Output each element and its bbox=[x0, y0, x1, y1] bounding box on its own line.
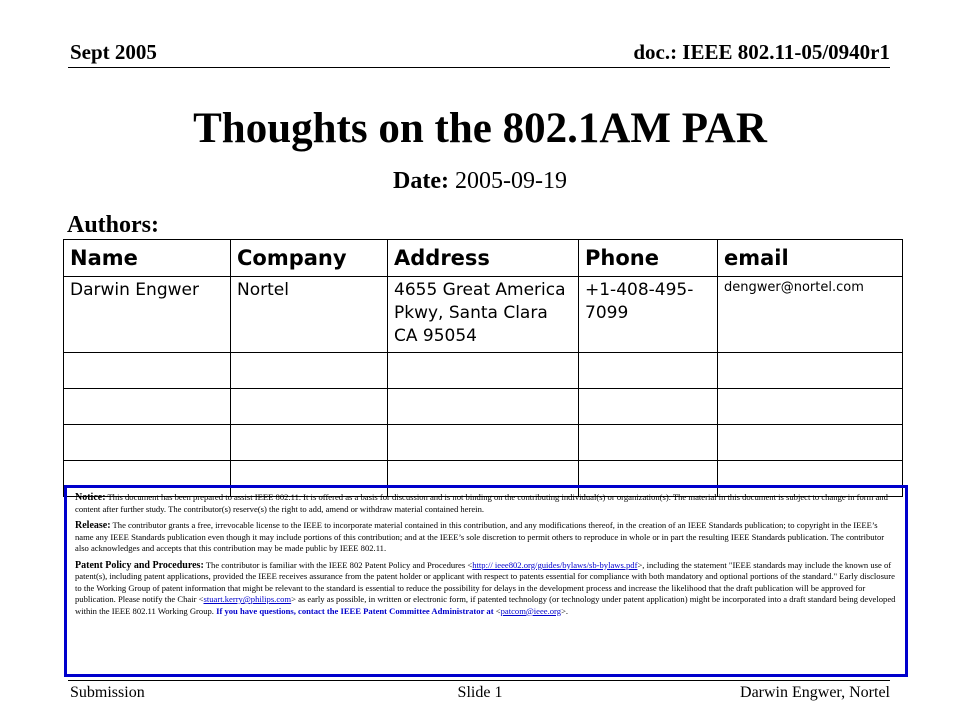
contact-text: If you have questions, contact the IEEE Patent Committee Administrator at bbox=[216, 605, 494, 616]
col-header-email: email bbox=[718, 240, 903, 277]
empty-cell bbox=[388, 353, 579, 389]
footer-slide-number: Slide 1 bbox=[457, 684, 503, 701]
authors-label: Authors: bbox=[67, 212, 160, 238]
table-row bbox=[64, 425, 903, 461]
empty-cell bbox=[579, 425, 718, 461]
cell-name: Darwin Engwer bbox=[64, 277, 231, 353]
authors-table bbox=[63, 239, 903, 497]
header-doc-id: doc.: IEEE 802.11-05/0940r1 bbox=[633, 40, 890, 64]
patent-text-2: >, including the statement "IEEE standards may include the known use of patent(s), including patent applications, provided the IEEE receives assurance from the patent holder or applicant with respect to patents essential for compliance with both mandatory and optional portions of the standard." Early disclosure to the Working Group of patent information that might be relevant to the standard is essential to reduce the possibility for delays in the development process and increase the likelihood that the draft publication will be approved for publication. Please notify the Chair < bbox=[75, 559, 895, 604]
empty-cell bbox=[579, 389, 718, 425]
address-line-3: CA 95054 bbox=[394, 326, 477, 346]
release-paragraph bbox=[75, 520, 897, 555]
col-header-phone: Phone bbox=[579, 240, 718, 277]
cell-company: Nortel bbox=[231, 277, 388, 353]
empty-cell bbox=[231, 389, 388, 425]
empty-cell bbox=[718, 389, 903, 425]
address-line-2: Pkwy, Santa Clara bbox=[394, 303, 548, 323]
address-line-1: 4655 Great America bbox=[394, 280, 566, 300]
col-header-company: Company bbox=[231, 240, 388, 277]
date-label: Date: bbox=[393, 168, 449, 194]
cell-address bbox=[388, 277, 579, 353]
empty-cell bbox=[579, 353, 718, 389]
footer-author: Darwin Engwer, Nortel bbox=[740, 684, 890, 701]
phone-line-1: +1-408-495- bbox=[585, 280, 694, 300]
table-row bbox=[64, 353, 903, 389]
contact-open: < bbox=[495, 605, 501, 616]
phone-line-2: 7099 bbox=[585, 303, 629, 323]
patent-text-3: > as early as possible, in written or electronic form, if patented technology (or technology under patent application) might be incorporated into a draft standard being developed within the IEEE 802.11 Working Group. bbox=[75, 594, 896, 616]
empty-cell bbox=[718, 353, 903, 389]
patent-text-1: The contributor is familiar with the IEEE 802 Patent Policy and Procedures < bbox=[205, 559, 473, 570]
release-text: The contributor grants a free, irrevocable license to the IEEE to incorporate material contained in this contribution, and any modifications thereof, in the creation of an IEEE Standards publication; to copyright in the IEEE’s name any IEEE Standards publication even though it may include portions of this contribution; and at the IEEE’s sole discretion to permit others to reproduce in whole or in part the resulting IEEE Standards publication. The contributor also acknowledges and accepts that this contribution may be made public by IEEE 802.11. bbox=[75, 520, 885, 553]
footer-rule bbox=[68, 680, 890, 681]
patent-paragraph bbox=[75, 560, 897, 618]
footer-submission: Submission bbox=[70, 684, 145, 701]
patent-policy-link[interactable]: http:// ieee802.org/guides/bylaws/sb-bylaws.pdf bbox=[472, 559, 638, 570]
date-line bbox=[0, 168, 960, 195]
patcom-email-link[interactable]: patcom@ieee.org bbox=[500, 605, 562, 616]
notice-label: Notice: bbox=[75, 492, 106, 503]
col-header-name: Name bbox=[64, 240, 231, 277]
empty-cell bbox=[231, 425, 388, 461]
ieee-notice-box bbox=[64, 485, 908, 677]
notice-paragraph bbox=[75, 492, 897, 515]
notice-text: This document has been prepared to assist IEEE 802.11. It is offered as a basis for discussion and is not binding on the contributing individual(s) or organization(s). The material in this document is subject to change in form and content after further study. The contributor(s) reserve(s) the right to add, amend or withdraw material contained herein. bbox=[75, 492, 888, 514]
patent-label: Patent Policy and Procedures: bbox=[75, 559, 204, 571]
header-date: Sept 2005 bbox=[70, 40, 157, 64]
table-header-row bbox=[64, 240, 903, 277]
table-row bbox=[64, 389, 903, 425]
slide-title: Thoughts on the 802.1AM PAR bbox=[193, 105, 767, 152]
cell-email: dengwer@nortel.com bbox=[718, 277, 903, 353]
empty-cell bbox=[231, 353, 388, 389]
empty-cell bbox=[388, 425, 579, 461]
empty-cell bbox=[388, 389, 579, 425]
header-rule bbox=[68, 67, 890, 68]
date-value: 2005-09-19 bbox=[454, 168, 567, 194]
empty-cell bbox=[64, 389, 231, 425]
cell-phone bbox=[579, 277, 718, 353]
empty-cell bbox=[64, 353, 231, 389]
release-label: Release: bbox=[75, 520, 111, 531]
chair-email-link[interactable]: stuart.kerry@philips.com bbox=[203, 594, 292, 604]
empty-cell bbox=[718, 425, 903, 461]
empty-cell bbox=[64, 425, 231, 461]
col-header-address: Address bbox=[388, 240, 579, 277]
table-row bbox=[64, 277, 903, 353]
contact-close: >. bbox=[561, 605, 569, 616]
